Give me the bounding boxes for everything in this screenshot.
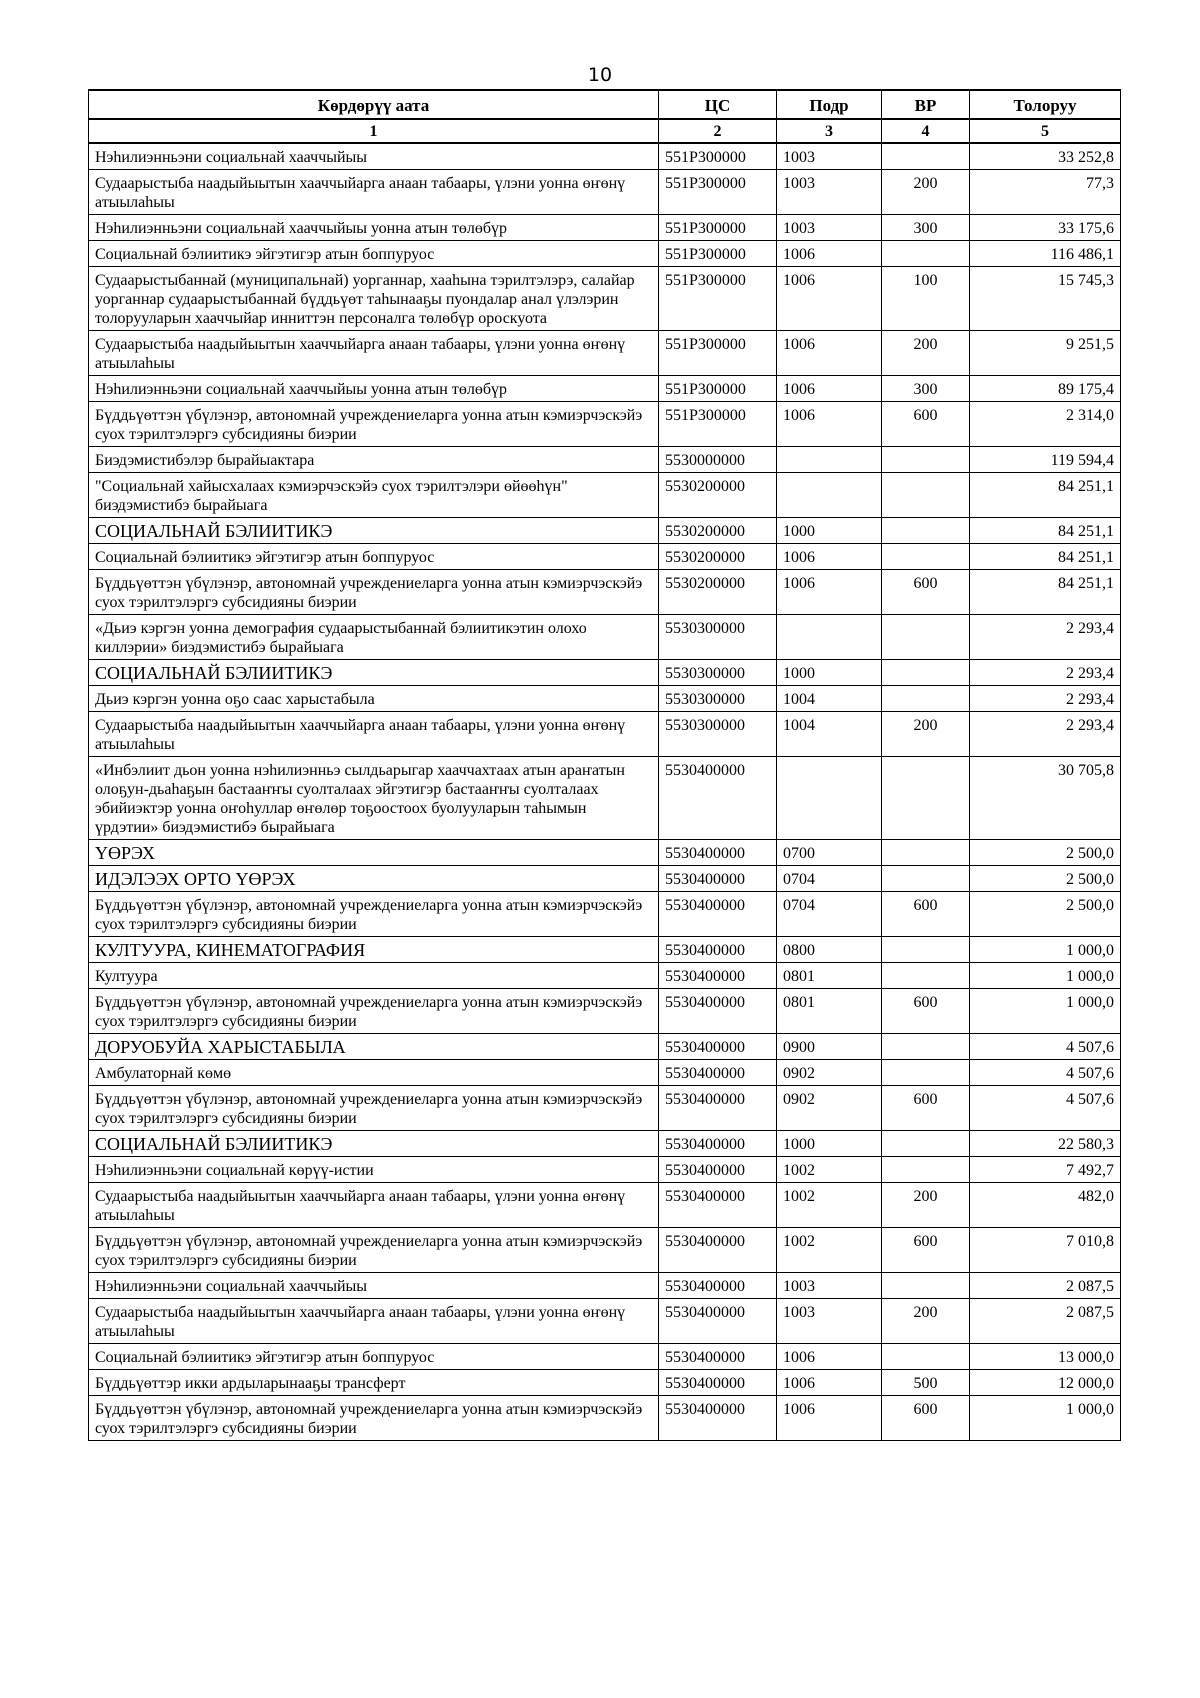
row-indicator-name: СОЦИАЛЬНАЙ БЭЛИИТИКЭ (89, 660, 659, 686)
table-row (89, 989, 1121, 1034)
row-indicator-name: Бүддьүөттэн үбүлэнэр, автономнай учреждениеларга уонна атын кэмиэрчэскэйэ суох тэрилтэлэргэ субсидияны биэрии (89, 989, 659, 1034)
row-vr-code: 100 (882, 267, 970, 331)
row-vr-code: 200 (882, 331, 970, 376)
row-amount: 2 087,5 (970, 1273, 1121, 1299)
table-row (89, 215, 1121, 241)
row-cs-code: 5530300000 (659, 712, 777, 757)
row-amount: 1 000,0 (970, 963, 1121, 989)
row-amount: 116 486,1 (970, 241, 1121, 267)
row-amount: 89 175,4 (970, 376, 1121, 402)
row-amount: 84 251,1 (970, 570, 1121, 615)
row-podr-code (777, 615, 882, 660)
table-row (89, 1273, 1121, 1299)
table-row (89, 143, 1121, 170)
row-indicator-name: Судаарыстыба наадыйыытын хааччыйарга анаан табаары, үлэни уонна өҥөнү атыылаһыы (89, 1183, 659, 1228)
row-vr-code (882, 866, 970, 892)
row-podr-code: 1003 (777, 143, 882, 170)
row-indicator-name: СОЦИАЛЬНАЙ БЭЛИИТИКЭ (89, 518, 659, 544)
row-amount: 2 500,0 (970, 840, 1121, 866)
row-amount: 4 507,6 (970, 1086, 1121, 1131)
row-amount: 13 000,0 (970, 1344, 1121, 1370)
row-indicator-name: Нэһилиэнньэни социальнай хааччыйыы уонна атын төлөбүр (89, 215, 659, 241)
table-row (89, 686, 1121, 712)
row-indicator-name: Биэдэмистибэлэр бырайыактара (89, 447, 659, 473)
row-cs-code: 5530400000 (659, 1344, 777, 1370)
row-indicator-name: СОЦИАЛЬНАЙ БЭЛИИТИКЭ (89, 1131, 659, 1157)
row-cs-code: 5530000000 (659, 447, 777, 473)
row-podr-code: 1003 (777, 215, 882, 241)
row-indicator-name: Нэһилиэнньэни социальнай көрүү-истии (89, 1157, 659, 1183)
row-vr-code: 600 (882, 1086, 970, 1131)
row-podr-code: 1006 (777, 544, 882, 570)
row-podr-code: 1000 (777, 660, 882, 686)
row-cs-code: 5530400000 (659, 892, 777, 937)
row-vr-code (882, 143, 970, 170)
row-cs-code: 5530400000 (659, 1060, 777, 1086)
table-row (89, 1034, 1121, 1060)
row-vr-code (882, 473, 970, 518)
row-podr-code: 0800 (777, 937, 882, 963)
table-row (89, 757, 1121, 840)
row-cs-code: 5530400000 (659, 1396, 777, 1441)
row-indicator-name: Бүддьүөттэн үбүлэнэр, автономнай учреждениеларга уонна атын кэмиэрчэскэйэ суох тэрилтэлэргэ субсидияны биэрии (89, 570, 659, 615)
row-cs-code: 5530200000 (659, 570, 777, 615)
table-row (89, 840, 1121, 866)
row-cs-code: 5530400000 (659, 866, 777, 892)
row-podr-code: 1000 (777, 1131, 882, 1157)
table-row (89, 170, 1121, 215)
row-podr-code: 0900 (777, 1034, 882, 1060)
row-amount: 15 745,3 (970, 267, 1121, 331)
row-vr-code: 500 (882, 1370, 970, 1396)
table-row (89, 544, 1121, 570)
row-podr-code: 1006 (777, 267, 882, 331)
column-header-vr: ВР (882, 90, 970, 119)
table-header-row (89, 90, 1121, 119)
row-cs-code: 5530400000 (659, 1299, 777, 1344)
row-amount: 12 000,0 (970, 1370, 1121, 1396)
row-indicator-name: Бүддьүөттэр икки ардыларынааҕы трансферт (89, 1370, 659, 1396)
row-podr-code: 1003 (777, 1273, 882, 1299)
row-amount: 1 000,0 (970, 937, 1121, 963)
row-amount: 30 705,8 (970, 757, 1121, 840)
row-cs-code: 5530400000 (659, 989, 777, 1034)
row-vr-code: 200 (882, 1183, 970, 1228)
row-indicator-name: Амбулаторнай көмө (89, 1060, 659, 1086)
row-vr-code: 300 (882, 215, 970, 241)
row-amount: 7 010,8 (970, 1228, 1121, 1273)
row-podr-code (777, 473, 882, 518)
table-row (89, 402, 1121, 447)
table-row (89, 1131, 1121, 1157)
row-vr-code (882, 660, 970, 686)
row-vr-code: 200 (882, 170, 970, 215)
row-indicator-name: ДОРУОБУЙА ХАРЫСТАБЫЛА (89, 1034, 659, 1060)
row-indicator-name: Бүддьүөттэн үбүлэнэр, автономнай учреждениеларга уонна атын кэмиэрчэскэйэ суох тэрилтэлэргэ субсидияны биэрии (89, 1086, 659, 1131)
table-row (89, 1228, 1121, 1273)
row-podr-code: 1006 (777, 241, 882, 267)
row-vr-code (882, 615, 970, 660)
row-cs-code: 5530400000 (659, 840, 777, 866)
row-podr-code (777, 447, 882, 473)
row-vr-code: 300 (882, 376, 970, 402)
row-vr-code (882, 544, 970, 570)
row-indicator-name: Судаарыстыба наадыйыытын хааччыйарга анаан табаары, үлэни уонна өҥөнү атыылаһыы (89, 1299, 659, 1344)
row-amount: 2 500,0 (970, 866, 1121, 892)
row-amount: 2 293,4 (970, 615, 1121, 660)
row-podr-code: 1003 (777, 170, 882, 215)
row-vr-code (882, 937, 970, 963)
row-vr-code (882, 840, 970, 866)
row-podr-code: 1006 (777, 1344, 882, 1370)
row-vr-code: 600 (882, 570, 970, 615)
row-indicator-name: «Дьиэ кэргэн уонна демография судаарыстыбаннай бэлиитикэтин олохо киллэрии» биэдэмистибэ бырайыага (89, 615, 659, 660)
row-amount: 2 293,4 (970, 712, 1121, 757)
row-cs-code: 5530300000 (659, 660, 777, 686)
row-cs-code: 5530400000 (659, 1086, 777, 1131)
row-vr-code (882, 757, 970, 840)
table-row (89, 892, 1121, 937)
row-indicator-name: КУЛТУУРА, КИНЕМАТОГРАФИЯ (89, 937, 659, 963)
row-amount: 77,3 (970, 170, 1121, 215)
row-cs-code: 5530200000 (659, 518, 777, 544)
row-indicator-name: Бүддьүөттэн үбүлэнэр, автономнай учреждениеларга уонна атын кэмиэрчэскэйэ суох тэрилтэлэргэ субсидияны биэрии (89, 892, 659, 937)
row-cs-code: 5530400000 (659, 1034, 777, 1060)
row-podr-code: 0902 (777, 1086, 882, 1131)
row-cs-code: 551P300000 (659, 331, 777, 376)
row-cs-code: 5530300000 (659, 615, 777, 660)
table-row (89, 1299, 1121, 1344)
row-indicator-name: Бүддьүөттэн үбүлэнэр, автономнай учреждениеларга уонна атын кэмиэрчэскэйэ суох тэрилтэлэргэ субсидияны биэрии (89, 402, 659, 447)
row-indicator-name: Судаарыстыба наадыйыытын хааччыйарга анаан табаары, үлэни уонна өҥөнү атыылаһыы (89, 331, 659, 376)
row-podr-code: 0704 (777, 892, 882, 937)
row-indicator-name: Нэһилиэнньэни социальнай хааччыйыы (89, 143, 659, 170)
row-indicator-name: Судаарыстыба наадыйыытын хааччыйарга анаан табаары, үлэни уонна өҥөнү атыылаһыы (89, 170, 659, 215)
row-indicator-name: Бүддьүөттэн үбүлэнэр, автономнай учреждениеларга уонна атын кэмиэрчэскэйэ суох тэрилтэлэргэ субсидияны биэрии (89, 1228, 659, 1273)
row-amount: 22 580,3 (970, 1131, 1121, 1157)
column-number: 3 (777, 119, 882, 143)
column-header-amount: Толоруу (970, 90, 1121, 119)
table-row (89, 712, 1121, 757)
row-podr-code: 1006 (777, 402, 882, 447)
row-amount: 119 594,4 (970, 447, 1121, 473)
table-row (89, 473, 1121, 518)
row-podr-code: 1003 (777, 1299, 882, 1344)
row-podr-code: 0704 (777, 866, 882, 892)
table-row (89, 963, 1121, 989)
table-row (89, 1396, 1121, 1441)
row-indicator-name: Социальнай бэлиитикэ эйгэтигэр атын боппуруос (89, 1344, 659, 1370)
row-cs-code: 551P300000 (659, 376, 777, 402)
table-body (89, 143, 1121, 1441)
row-vr-code (882, 686, 970, 712)
table-row (89, 660, 1121, 686)
row-podr-code (777, 757, 882, 840)
row-podr-code: 1000 (777, 518, 882, 544)
table-row (89, 1157, 1121, 1183)
row-podr-code: 0902 (777, 1060, 882, 1086)
row-indicator-name: Судаарыстыба наадыйыытын хааччыйарга анаан табаары, үлэни уонна өҥөнү атыылаһыы (89, 712, 659, 757)
table-row (89, 518, 1121, 544)
table-row (89, 1086, 1121, 1131)
row-podr-code: 1004 (777, 686, 882, 712)
row-podr-code: 1006 (777, 1396, 882, 1441)
column-number: 4 (882, 119, 970, 143)
row-cs-code: 5530400000 (659, 1157, 777, 1183)
row-podr-code: 1006 (777, 331, 882, 376)
row-cs-code: 551P300000 (659, 170, 777, 215)
row-indicator-name: Нэһилиэнньэни социальнай хааччыйыы (89, 1273, 659, 1299)
row-cs-code: 5530200000 (659, 473, 777, 518)
row-podr-code: 1002 (777, 1157, 882, 1183)
table-row (89, 1344, 1121, 1370)
column-number: 5 (970, 119, 1121, 143)
table-row (89, 267, 1121, 331)
row-indicator-name: ҮӨРЭХ (89, 840, 659, 866)
column-header-cs: ЦС (659, 90, 777, 119)
row-amount: 4 507,6 (970, 1034, 1121, 1060)
budget-table (88, 89, 1121, 1441)
row-indicator-name: Социальнай бэлиитикэ эйгэтигэр атын боппуруос (89, 241, 659, 267)
row-indicator-name: «Инбэлиит дьон уонна нэһилиэнньэ сылдьарыгар хааччахтаах атын араҥатын олоҕун-дьаһаҕын бастааҥҥы суолталаах эйгэтигэр бастааҥҥы суолталаах эбийиэктэр уонна оҥоһуллар өҥөлөр тоҕоостоох буолууларын таһымын үрдэтии» биэдэмистибэ бырайыага (89, 757, 659, 840)
row-cs-code: 5530400000 (659, 1273, 777, 1299)
row-cs-code: 5530400000 (659, 1183, 777, 1228)
row-vr-code (882, 1034, 970, 1060)
row-amount: 482,0 (970, 1183, 1121, 1228)
table-row (89, 1183, 1121, 1228)
row-amount: 84 251,1 (970, 473, 1121, 518)
row-podr-code: 0801 (777, 989, 882, 1034)
row-vr-code (882, 518, 970, 544)
row-podr-code: 1004 (777, 712, 882, 757)
row-cs-code: 5530400000 (659, 1228, 777, 1273)
row-cs-code: 5530400000 (659, 937, 777, 963)
column-header-indicator: Көрдөрүү аата (89, 90, 659, 119)
row-indicator-name: Нэһилиэнньэни социальнай хааччыйыы уонна атын төлөбүр (89, 376, 659, 402)
row-podr-code: 1002 (777, 1183, 882, 1228)
row-cs-code: 5530400000 (659, 1131, 777, 1157)
row-vr-code: 600 (882, 1396, 970, 1441)
table-row (89, 241, 1121, 267)
row-indicator-name: "Социальнай хайысхалаах кэмиэрчэскэйэ суох тэрилтэлэри өйөөһүн" биэдэмистибэ бырайыага (89, 473, 659, 518)
row-cs-code: 5530300000 (659, 686, 777, 712)
row-vr-code: 200 (882, 712, 970, 757)
row-vr-code: 600 (882, 1228, 970, 1273)
row-vr-code (882, 963, 970, 989)
row-amount: 2 293,4 (970, 660, 1121, 686)
row-cs-code: 551P300000 (659, 215, 777, 241)
row-indicator-name: Социальнай бэлиитикэ эйгэтигэр атын боппуруос (89, 544, 659, 570)
row-indicator-name: Дьиэ кэргэн уонна оҕо саас харыстабыла (89, 686, 659, 712)
row-amount: 84 251,1 (970, 544, 1121, 570)
row-cs-code: 551P300000 (659, 241, 777, 267)
row-vr-code (882, 1273, 970, 1299)
column-header-podr: Подр (777, 90, 882, 119)
row-podr-code: 0801 (777, 963, 882, 989)
row-indicator-name: Бүддьүөттэн үбүлэнэр, автономнай учреждениеларга уонна атын кэмиэрчэскэйэ суох тэрилтэлэргэ субсидияны биэрии (89, 1396, 659, 1441)
row-cs-code: 5530400000 (659, 757, 777, 840)
row-cs-code: 551P300000 (659, 402, 777, 447)
row-amount: 33 252,8 (970, 143, 1121, 170)
row-vr-code (882, 1060, 970, 1086)
row-vr-code: 600 (882, 892, 970, 937)
row-amount: 84 251,1 (970, 518, 1121, 544)
row-vr-code (882, 1157, 970, 1183)
table-row (89, 570, 1121, 615)
table-row (89, 937, 1121, 963)
row-amount: 9 251,5 (970, 331, 1121, 376)
table-row (89, 331, 1121, 376)
row-indicator-name: Судаарыстыбаннай (муниципальнай) уорганнар, хааһына тэрилтэлэрэ, салайар уорганнар судаарыстыбаннай бүддьүөт таһынааҕы пуондалар анал үлэлэрин толорууларын хааччыйар инниттэн персоналга төлөбүр ороскуота (89, 267, 659, 331)
row-cs-code: 5530200000 (659, 544, 777, 570)
table-row (89, 447, 1121, 473)
row-podr-code: 0700 (777, 840, 882, 866)
row-amount: 7 492,7 (970, 1157, 1121, 1183)
row-vr-code (882, 447, 970, 473)
row-amount: 4 507,6 (970, 1060, 1121, 1086)
row-amount: 2 314,0 (970, 402, 1121, 447)
table-row (89, 866, 1121, 892)
row-vr-code (882, 1131, 970, 1157)
page-number: 10 (587, 64, 613, 86)
row-vr-code: 600 (882, 989, 970, 1034)
column-number: 2 (659, 119, 777, 143)
row-cs-code: 551P300000 (659, 267, 777, 331)
row-podr-code: 1006 (777, 1370, 882, 1396)
row-podr-code: 1002 (777, 1228, 882, 1273)
row-vr-code: 200 (882, 1299, 970, 1344)
row-cs-code: 551P300000 (659, 143, 777, 170)
table-row (89, 615, 1121, 660)
row-amount: 2 087,5 (970, 1299, 1121, 1344)
row-vr-code (882, 1344, 970, 1370)
row-vr-code (882, 241, 970, 267)
table-row (89, 1060, 1121, 1086)
row-cs-code: 5530400000 (659, 1370, 777, 1396)
row-amount: 1 000,0 (970, 1396, 1121, 1441)
row-cs-code: 5530400000 (659, 963, 777, 989)
table-row (89, 376, 1121, 402)
row-podr-code: 1006 (777, 570, 882, 615)
row-vr-code: 600 (882, 402, 970, 447)
row-indicator-name: ИДЭЛЭЭХ ОРТО ҮӨРЭХ (89, 866, 659, 892)
row-amount: 1 000,0 (970, 989, 1121, 1034)
row-amount: 2 500,0 (970, 892, 1121, 937)
row-amount: 2 293,4 (970, 686, 1121, 712)
row-amount: 33 175,6 (970, 215, 1121, 241)
column-number-row (89, 119, 1121, 143)
row-indicator-name: Култуура (89, 963, 659, 989)
row-podr-code: 1006 (777, 376, 882, 402)
column-number: 1 (89, 119, 659, 143)
table-row (89, 1370, 1121, 1396)
